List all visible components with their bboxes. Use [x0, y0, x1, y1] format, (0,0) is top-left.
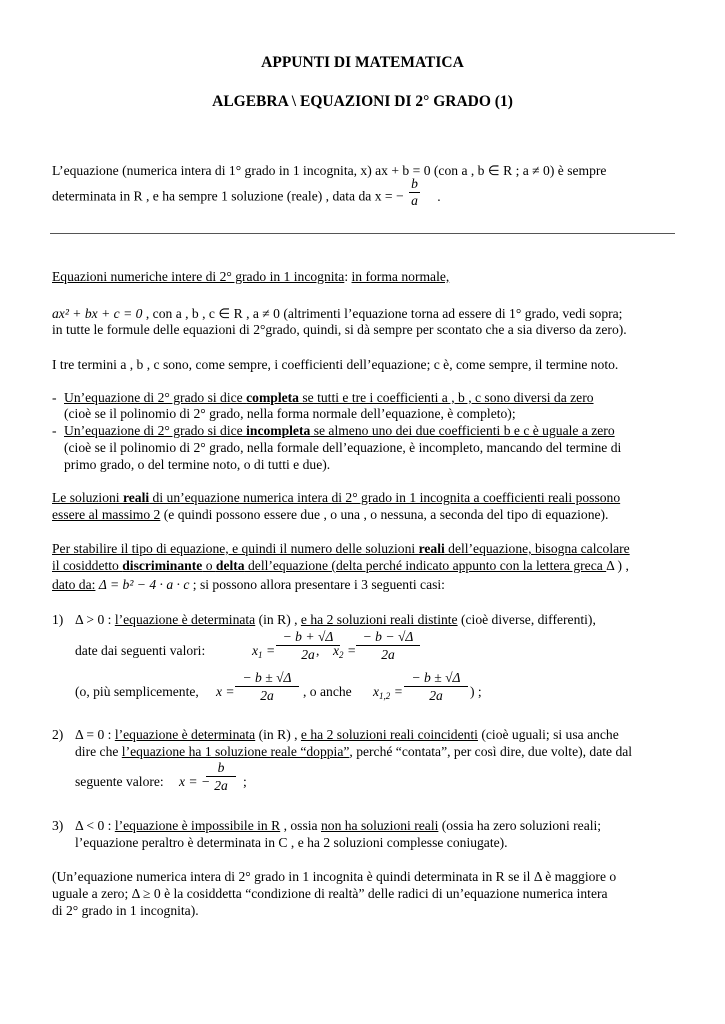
disc-c: dell’equazione, bisogna calcolare — [444, 541, 630, 556]
sol-a: Le soluzioni — [52, 490, 123, 505]
case-2-number: 2) — [52, 727, 64, 742]
x2-fraction — [356, 628, 420, 663]
normal-form-equation: ax² + bx + c = 0 — [52, 306, 143, 321]
terms-line: I tre termini a , b , c sono, come sempre, i coefficienti dell’equazione; c è, come sempre, il termine noto. — [52, 357, 619, 372]
x1-label: $x_1$ = — [252, 643, 276, 660]
or-also: , o anche — [303, 684, 352, 699]
x1-fraction — [276, 628, 340, 663]
normal-form-line — [52, 305, 622, 322]
case-3-u2: non ha soluzioni reali — [320, 818, 439, 833]
case-1-u1: l’equazione è determinata — [114, 612, 256, 627]
case-3-rest: (ossia ha zero soluzioni reali; — [438, 818, 602, 833]
section-heading — [52, 268, 449, 285]
disc2-g: Δ ) , — [606, 558, 629, 573]
disc3-formula: Δ = b² − 4 · a · c — [95, 577, 190, 592]
case-2-mid: (in R) , — [255, 727, 301, 742]
complete-line — [64, 389, 594, 406]
disc2-f: (delta perché indicato appunto con la lettera greca — [328, 558, 607, 573]
case-3-number: 3) — [52, 818, 64, 833]
case-2-cond: Δ = 0 : — [75, 727, 115, 742]
page-title: APPUNTI DI MATEMATICA — [261, 54, 464, 71]
case-2-l2a: dire che — [75, 744, 122, 759]
disc-line-3 — [52, 576, 445, 593]
disc2-b: discriminante — [122, 558, 203, 573]
case-1-values-label: date dai seguenti valori: — [75, 643, 206, 658]
case-3-cond: Δ < 0 : — [75, 818, 115, 833]
disc-line-1 — [52, 540, 630, 557]
sol-c: di un’equazione numerica intera di 2° grado in 1 incognita a coefficienti reali possono — [149, 490, 621, 505]
incomplete-keyword: incompleta — [246, 423, 311, 438]
case-2-l2u: l’equazione ha 1 soluzione reale “doppia” — [121, 744, 350, 759]
disc2-d: delta — [215, 558, 245, 573]
disc3-rest: ; si possono allora presentare i 3 seguenti casi: — [189, 577, 445, 592]
intro-line-1: L’equazione (numerica intera di 1° grado in 1 incognita, x) ax + b = 0 (con a , b ∈ R ; a ≠ 0) è sempre — [52, 163, 607, 178]
x-label: x = — [216, 684, 235, 699]
case-2-x: x = − — [179, 774, 211, 789]
sol-max: essere al massimo 2 — [52, 507, 161, 522]
sol-b: reali — [122, 490, 150, 505]
case-2-denominator: 2a — [214, 778, 228, 793]
intro-text: determinata in R , e ha sempre 1 soluzione (reale) , data da x = − — [52, 188, 404, 204]
disc2-c: o — [202, 558, 216, 573]
incomplete-c: se almeno uno dei due coefficienti b e c è uguale a zero — [310, 423, 615, 438]
x12-label: $x_{1,2}$ = — [373, 684, 403, 701]
case-2-u2: e ha 2 soluzioni reali coincidenti — [300, 727, 478, 742]
x-pm-fraction — [235, 669, 299, 704]
disc-a: Per stabilire il tipo di equazione, e quindi il numero delle soluzioni — [52, 541, 419, 556]
case-1-rest: (cioè diverse, differenti), — [457, 612, 596, 627]
case-2-line-3: seguente valore: — [75, 774, 164, 789]
incomplete-line — [64, 422, 615, 439]
incomplete-line-2: (cioè se il polinomio di 2° grado, nella formale dell’equazione, è incompleto, mancando del termine di — [64, 440, 622, 455]
normal-form-text: , con a , b , c ∈ R , a ≠ 0 (altrimenti l’equazione torna ad essere di 1° grado, vedi sopra; — [142, 306, 623, 321]
x12-fraction — [404, 669, 468, 704]
case-2-semicolon: ; — [243, 774, 247, 789]
case-3-line-2: l’equazione peraltro è determinata in C , e ha 2 soluzioni complesse coniugate). — [75, 835, 508, 850]
x2-denominator: 2a — [381, 647, 395, 662]
sol-rest: (e quindi possono essere due , o una , o nessuna, a seconda del tipo di equazione). — [160, 507, 609, 522]
fraction-b-over-a — [409, 176, 420, 209]
case-3-u1: l’equazione è impossibile in R — [114, 818, 281, 833]
disc3-dato: dato da: — [52, 577, 96, 592]
incomplete-a: Un’equazione di 2° grado si dice — [64, 423, 247, 438]
heading-part-2: in forma normale, — [351, 269, 450, 284]
heading-sep: : — [344, 269, 352, 284]
case-3-line — [75, 817, 601, 834]
complete-keyword: completa — [246, 390, 299, 405]
case-1-simpler: (o, più semplicemente, — [75, 684, 199, 699]
complete-line-2: (cioè se il polinomio di 2° grado, nella forma normale dell’equazione, è completo); — [64, 406, 516, 421]
case-1-mid: (in R) , — [255, 612, 301, 627]
case-1-cond: Δ > 0 : — [75, 612, 115, 627]
case-2-u1: l’equazione è determinata — [114, 727, 256, 742]
bullet-dash-1: - — [52, 390, 57, 405]
case-2-fraction — [206, 759, 236, 794]
case-2-l2b: , perché “contata”, per così dire, due volte), date dal — [349, 744, 633, 759]
intro-line-2 — [52, 176, 441, 209]
section-divider — [50, 233, 675, 234]
closing-line-3: di 2° grado in 1 incognita). — [52, 903, 199, 918]
disc-line-2 — [52, 557, 629, 574]
closing-line-1: (Un’equazione numerica intera di 2° grado in 1 incognita è quindi determinata in R se il Δ è maggiore o — [52, 869, 617, 884]
complete-a: Un’equazione di 2° grado si dice — [64, 390, 247, 405]
disc2-e: dell’equazione — [244, 558, 329, 573]
page-subtitle: ALGEBRA \ EQUAZIONI DI 2° GRADO (1) — [212, 93, 513, 110]
complete-c: se tutti e tre i coefficienti a , b , c sono diversi da zero — [298, 390, 594, 405]
case-2-line — [75, 726, 619, 743]
x-pm-denominator: 2a — [260, 688, 274, 703]
x12-numerator: − b ± √Δ — [404, 669, 468, 687]
x-pm-numerator: − b ± √Δ — [235, 669, 299, 687]
case-2-rest: (cioè uguali; si usa anche — [477, 727, 619, 742]
intro-period: . — [437, 188, 441, 204]
case-1-line — [75, 611, 596, 628]
heading-part-1: Equazioni numeriche intere di 2° grado in 1 incognita — [52, 269, 345, 284]
x1-denominator: 2a — [301, 647, 315, 662]
disc-b: reali — [418, 541, 445, 556]
solutions-line — [52, 489, 620, 506]
x-separator: , — [316, 643, 320, 658]
fraction-numerator: b — [411, 176, 418, 191]
case-1-u2: e ha 2 soluzioni reali distinte — [300, 612, 458, 627]
case-3-mid: , ossia — [280, 818, 321, 833]
fraction-denominator: a — [411, 193, 418, 208]
case-2-numerator: b — [206, 759, 236, 777]
incomplete-line-3: primo grado, o del termine noto, o di tutti e due). — [64, 457, 331, 472]
x12-denominator: 2a — [429, 688, 443, 703]
case-1-number: 1) — [52, 612, 64, 627]
bullet-dash-2: - — [52, 423, 57, 438]
solutions-line-2 — [52, 506, 608, 523]
closing-line-2: uguale a zero; Δ ≥ 0 è la cosiddetta “condizione di realtà” delle radici di un’equazione numerica intera — [52, 886, 608, 901]
case-2-line-2 — [75, 743, 632, 760]
x2-numerator: − b − √Δ — [356, 628, 420, 646]
disc2-a: il cosiddetto — [52, 558, 123, 573]
x1-numerator: − b + √Δ — [276, 628, 340, 646]
case-1-close: ) ; — [470, 684, 482, 699]
normal-form-line-2: in tutte le formule delle equazioni di 2°grado, quindi, si dà sempre per scontato che a sia diverso da zero). — [52, 322, 627, 337]
x2-label: $x_2$ = — [333, 643, 357, 660]
